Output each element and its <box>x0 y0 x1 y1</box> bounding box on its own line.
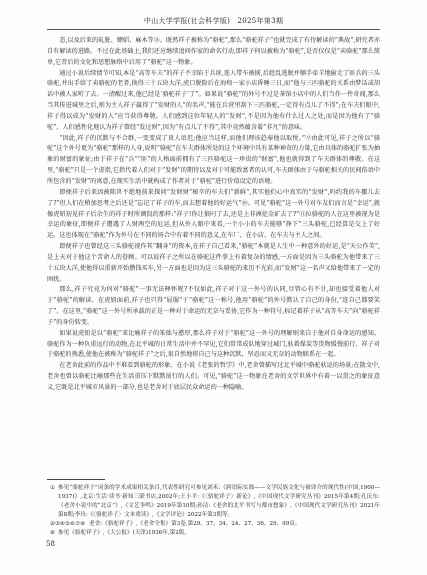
body-paragraph: 即便祥子后来因被陈世不绝地前来探问“发财财”秘辛的车夫们“新鲜”,其实他们心中真实的“发财”,吗约我的车挪儿去了?”但人们在稍加思考之后还是“忘记了祥子的车,而去想着他的好运气”⑩。可见“骆驼”这一外号对车友们而言是“幸运”,就像虎妞初见祥子后余生的祥子时所调侃的那样:“祥子!你让狼叼了去,还是上非洲挖金矿去了?”⑪拉骆驼的人在这里被视为是幸运的象征,即便祥子遭遇了人财两空的厄运,但从外人眼中来看,一个小小的车夫能够“挣下”三头骆驼,已经算是交上了好运。这也体现在“骆驼”作为外号在不同的场合中有着不同的意义,在车厂、在小店、在车夫与主人之间。 <box>47 188 380 240</box>
body-paragraph: 在老舍此前的作品中不难看到骆驼的形象。在小说《老张的哲学》中,老舍曾描写过北平城中骆驼驮运的场景;在散文中,老舍也曾以骆驼比喻那些在生活重压下默默前行的人们。可见,“骆驼”这一物象在老舍的文学世界中有着一以贯之的象征意义,它既是北平城市风景的一部分,也是老舍对于底层民众命运的一种隐喻。 <box>47 362 380 391</box>
header-rule <box>47 29 380 30</box>
footnote-mark: ②③④⑤⑥⑦⑨ <box>50 521 86 527</box>
page-number: 58 <box>46 540 55 548</box>
footnote <box>47 529 380 538</box>
footnote <box>47 520 380 529</box>
footnote <box>47 484 380 520</box>
footnotes <box>47 484 380 538</box>
article-body <box>47 36 380 394</box>
body-paragraph: 那么,祥子究竟为何对“骆驼”一事无法释怀呢?不仅如此,祥子对于这一外号的认同,尽管心有不甘,却也接受着他人对于“骆驼”的解读。在虎妞面前,祥子也只得“屈服”于“骆驼”这一称号,他用“骆驼”的外号默认了自己的身份,“连自己都要笑了”。在这里,“骆驼”这一外号所承载的正是一种对于命运的无奈与妥协,它作为一种符号,标记着祥子从“高等车夫”向“骆驼祥子”的身份转变。 <box>47 286 380 326</box>
body-paragraph: “因此,祥子的沉默与不合群,一变变成了贵人语迟;他应当这样,而他们理该趋奉他以取悦。”⑨由此可见,祥子之所以“骆驼”这个外号更为“骆驼”那样的人身,说明“骆驼”在车夫群体所处的这个环境中具有某种神奇的力量,它由具体的骆驼扩张为抽象的财富的象征;由于祥子在“兵”“匪”的人格面前拥有了三匹骆驼这一珍贵的“财富”,他也就得到了车夫群体的尊敬。在这里,“骆驼”只是一个虚指,它指代着人们对于“发财”的期待以及对于可能致富者的认可,车夫群体由于与骆驼相关的民间俗语中所包含的“发财”的寓意,在现实生活中就构成了作者对于“骆驼”进行价值设定的语境。 <box>47 134 380 185</box>
footnote-text: 参见“骆驼祥子”词条的学术成果相关条目,代表性研究可参见刘禾:《跨语际实践——文学民族文化与被译介的现代性(中国,1900—1937)》,北京:生活·读书·新知三联书店,2002年;王小平:《〈骆驼祥子〉新论》,《中国现代文学研究丛刊》2015年第4期;孔庆东:《老舍小说中的“北京”》,《文艺争鸣》2019年第10期;孙洁:《老舍的北平书写与都市想象》,《中国现代文学研究丛刊》2021年第8期;李玲:《〈骆驼祥子〉文本重读》,《文学评论》2022年第3期等。 <box>58 485 380 518</box>
body-paragraph: 态,以及后来的轧脏、嫖娼、麻木等⑧。既然祥子被称为“骆驼”,那么“骆驼祥子”也就完成了有待解读的“典故”,研究者亦自有解读的进路。不过在此基础上,我们还应继续追问作家的命名行动,即祥子何以被称为“骆驼”,是否仅仅是“卖骆驼”那么简单,它背后的文化和思想脉络中启用了“骆驼”这一物象。 <box>47 37 380 66</box>
body-paragraph: 通过小说后续情节可知,本是“高等车夫”的祥子不幸陷于兵匪,连人带车被掳,后趁乱逃脱并顺手牵羊地偷走了匪兵的三头骆驼,并出手给了卖骆驼的老者,换得三十五块大洋,虎口脱险后在海甸一家小店昏睡三日,而“他与三匹骆驼的关系由梦话或胡话中被人家听了去。一清醒过来,他已经是‘骆驼祥子’了”。如果说“骆驼”的外号不过是茶馆小店中的人们当作一件奇闻,那么当其传进城里之后,则为主人祥子赢得了“发财的人”的名声,“能在兵营里刮下三匹骆驼,一定得有点儿了不得”;在车夫们眼中,祥子得以成为“发财的人”应当获得尊敬。人们感到这位年轻人的“发财”,不是因为他有什么过人之处,而是因为他有了“骆驼”。人们感性化地认为祥子曾经“发过财”,因为“有点儿了不得”,其中竟然蕴含着“非凡”的意味。 <box>47 69 380 131</box>
running-head: 中山大学学报(社会科学版) 2025年第3期 <box>143 17 284 25</box>
footnote-mark: ⑧ <box>50 530 56 536</box>
footnote-mark: ① <box>50 485 56 491</box>
footnote-text: 老舍:《骆驼祥子》,《老舍全集》第3卷,第29、37、34、24、27、36、29、99页。 <box>89 521 301 527</box>
body-paragraph: 即便祥子也曾经这三头骆驼视作其“翻身”的资本,在祥子自己看来,“骆驼”本就是人生中一种意外的好运,是“天公作美”,是上天对于他这个苦命人的眷顾。可以说祥子之所以在骆驼这件事上有着复杂的情感,一方面是因为三头骆驼为他带来了三十五块大洋,使他得以重新开始攒钱买车,另一方面也是因为这三头骆驼的来历不光彩,而“发财”这一名声又给他带来了一定的困扰。 <box>47 243 380 283</box>
footnote-rule <box>47 479 105 480</box>
body-paragraph: 如果说虎妞是以“骆驼”来比喻祥子的笨拙与憨厚,那么祥子对于“骆驼”这一外号的理解则来自于他对自身命运的感知。骆驼作为一种负重远行的动物,在北平城的日常生活中并不罕见,它们常常成队地穿过城门,驮着煤炭等货物缓慢前行。祥子对于骆驼的熟悉,使他在被称为“骆驼祥子”之后,很自然地将自己与这种沉默、坚忍而又无奈的动物联系在一起。 <box>47 329 380 359</box>
footnote-text: 参见《骆驼祥子》,《大公报》(天津)1936年,第2版。 <box>58 530 191 536</box>
